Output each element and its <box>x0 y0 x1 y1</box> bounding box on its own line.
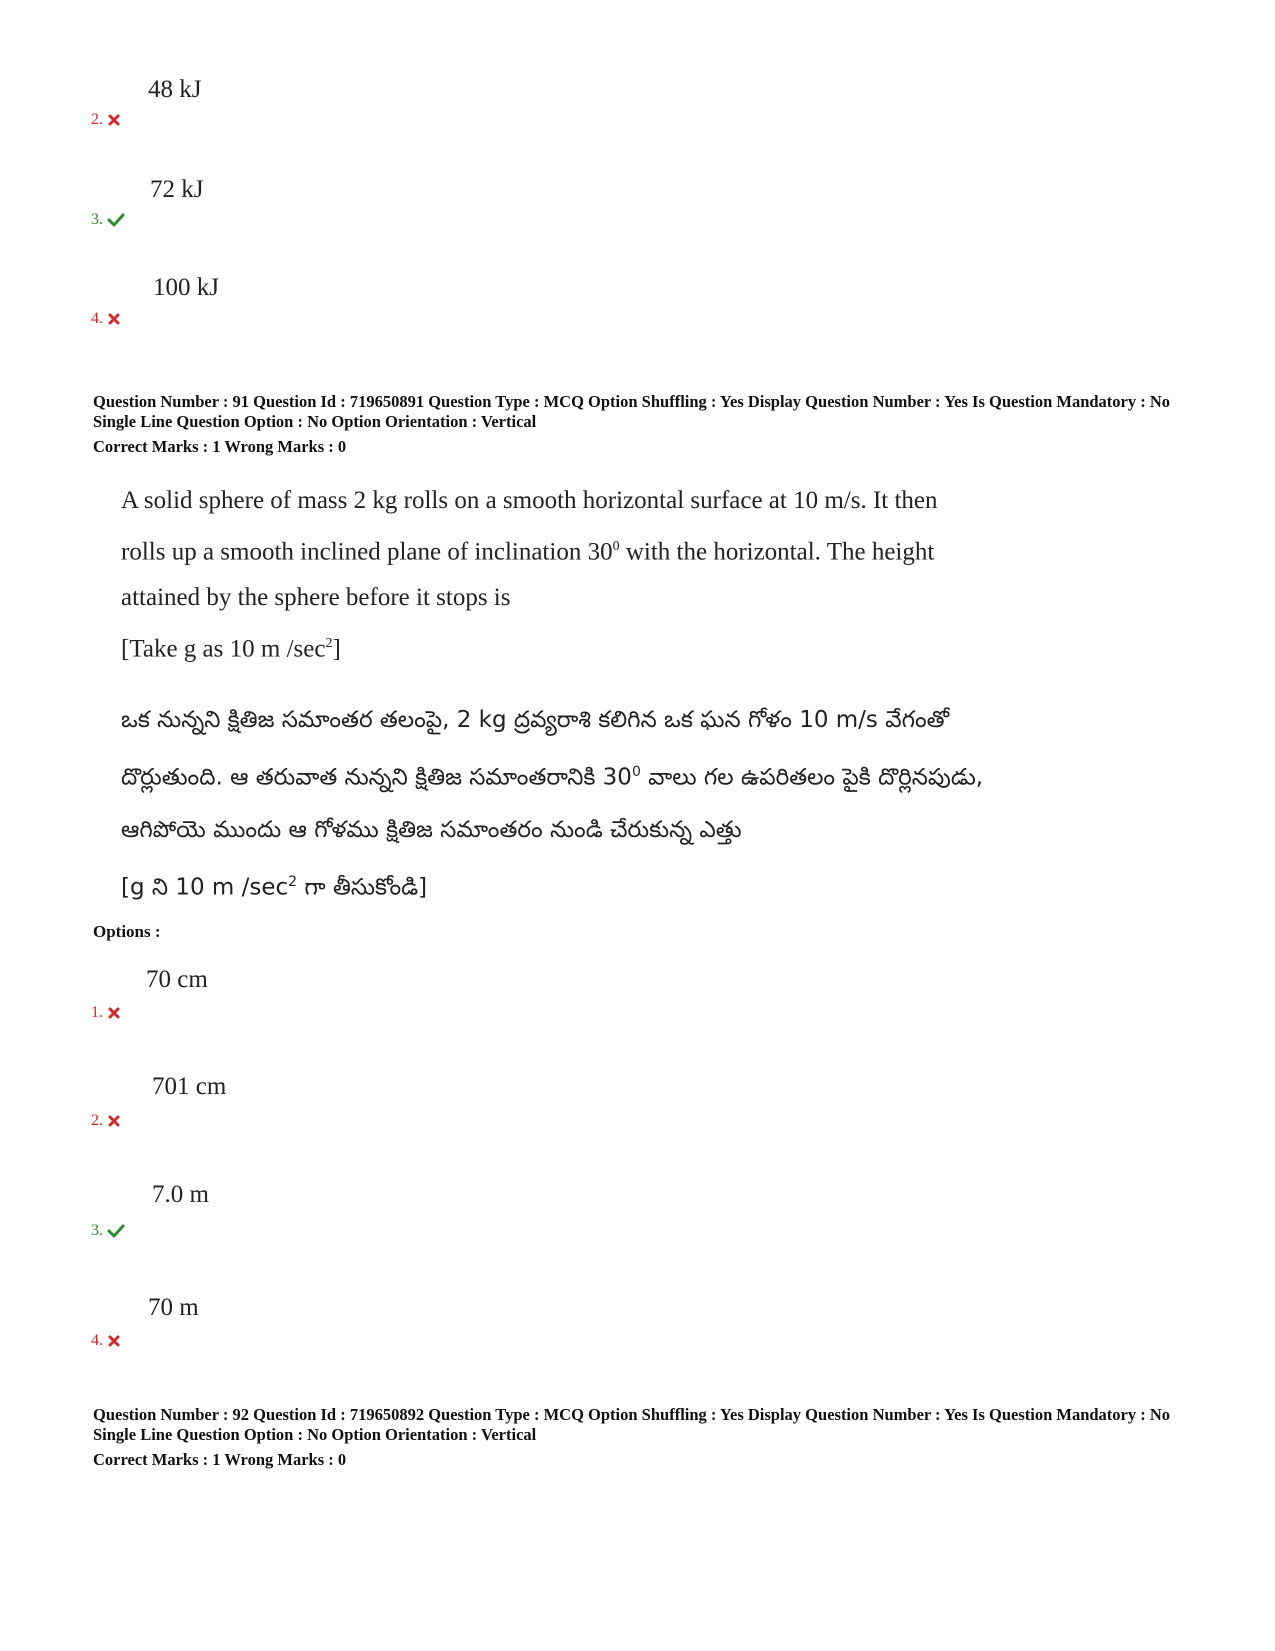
wrong-cross-icon <box>107 1114 121 1128</box>
option-number: 3. <box>91 1222 103 1239</box>
option-number: 4. <box>91 310 103 327</box>
option-1-value: 70 cm <box>146 966 208 993</box>
option-number: 2. <box>91 1112 103 1129</box>
correct-check-icon <box>107 1224 125 1238</box>
question-91-marks: Correct Marks : 1 Wrong Marks : 0 <box>93 437 347 456</box>
wrong-cross-icon <box>107 1334 121 1348</box>
prev-option-4-value: 100 kJ <box>153 274 219 301</box>
option-number: 4. <box>91 1332 103 1349</box>
english-line-4: [Take g as 10 m $/\sec^2$] <box>121 635 341 663</box>
option-number: 2. <box>91 111 103 128</box>
option-number: 3. <box>91 211 103 228</box>
option-3-value: 7.0 m <box>152 1181 209 1208</box>
option-3-number <box>91 1222 125 1240</box>
prev-option-3-value: 72 kJ <box>150 176 204 203</box>
question-91-english <box>121 478 1056 673</box>
option-4-value: 70 m <box>148 1294 199 1321</box>
correct-check-icon <box>107 213 125 227</box>
prev-option-2-number <box>91 111 121 129</box>
question-92-meta: Question Number : 92 Question Id : 719650892 Question Type : MCQ Option Shuffling : Yes Display Question Number : Yes Is Question Mandatory : No Single Line Question Option : No Option Orientation : Vertical <box>93 1405 1171 1444</box>
question-91-telugu <box>121 694 1071 913</box>
wrong-cross-icon <box>107 113 121 127</box>
telugu-line-1: ఒక నున్నని క్షితిజ సమాంతర తలంపై, 2 kg ద్రవ్యరాశి కలిగిన ఒక ఘన గోళం 10 m/s వేగంతో <box>121 707 950 733</box>
question-91-meta: Question Number : 91 Question Id : 719650891 Question Type : MCQ Option Shuffling : Yes Display Question Number : Yes Is Question Mandatory : No Single Line Question Option : No Option Orientation : Vertical <box>93 392 1171 431</box>
english-line-1: A solid sphere of mass 2 kg rolls on a smooth horizontal surface at 10 m/s. It then <box>121 487 938 514</box>
option-1-number <box>91 1004 121 1022</box>
option-4-number <box>91 1332 121 1350</box>
prev-option-4-number <box>91 310 121 328</box>
english-line-2: rolls up a smooth inclined plane of inclination $30^0$ with the horizontal. The height <box>121 538 935 566</box>
option-2-value: 701 cm <box>152 1073 227 1100</box>
option-number: 1. <box>91 1004 103 1021</box>
wrong-cross-icon <box>107 1006 121 1020</box>
telugu-line-3: ఆగిపోయె ముందు ఆ గోళము క్షితిజ సమాంతరం నుండి చేరుకున్న ఎత్తు <box>121 816 742 843</box>
option-2-number <box>91 1112 121 1130</box>
telugu-line-4: [g ని 10 m $/\sec^2$ గా తీసుకోండి] <box>121 873 428 901</box>
prev-option-3-number <box>91 211 125 229</box>
prev-option-2-value: 48 kJ <box>148 76 202 103</box>
question-92-marks: Correct Marks : 1 Wrong Marks : 0 <box>93 1450 347 1469</box>
options-label: Options : <box>93 922 161 941</box>
english-line-3: attained by the sphere before it stops is <box>121 584 511 612</box>
wrong-cross-icon <box>107 312 121 326</box>
telugu-line-2: దొర్లుతుంది. ఆ తరువాత నున్నని క్షితిజ సమాంతరానికి $30^0$ వాలు గల ఉపరితలం పైకి దొర్లినపుడు, <box>121 764 984 791</box>
